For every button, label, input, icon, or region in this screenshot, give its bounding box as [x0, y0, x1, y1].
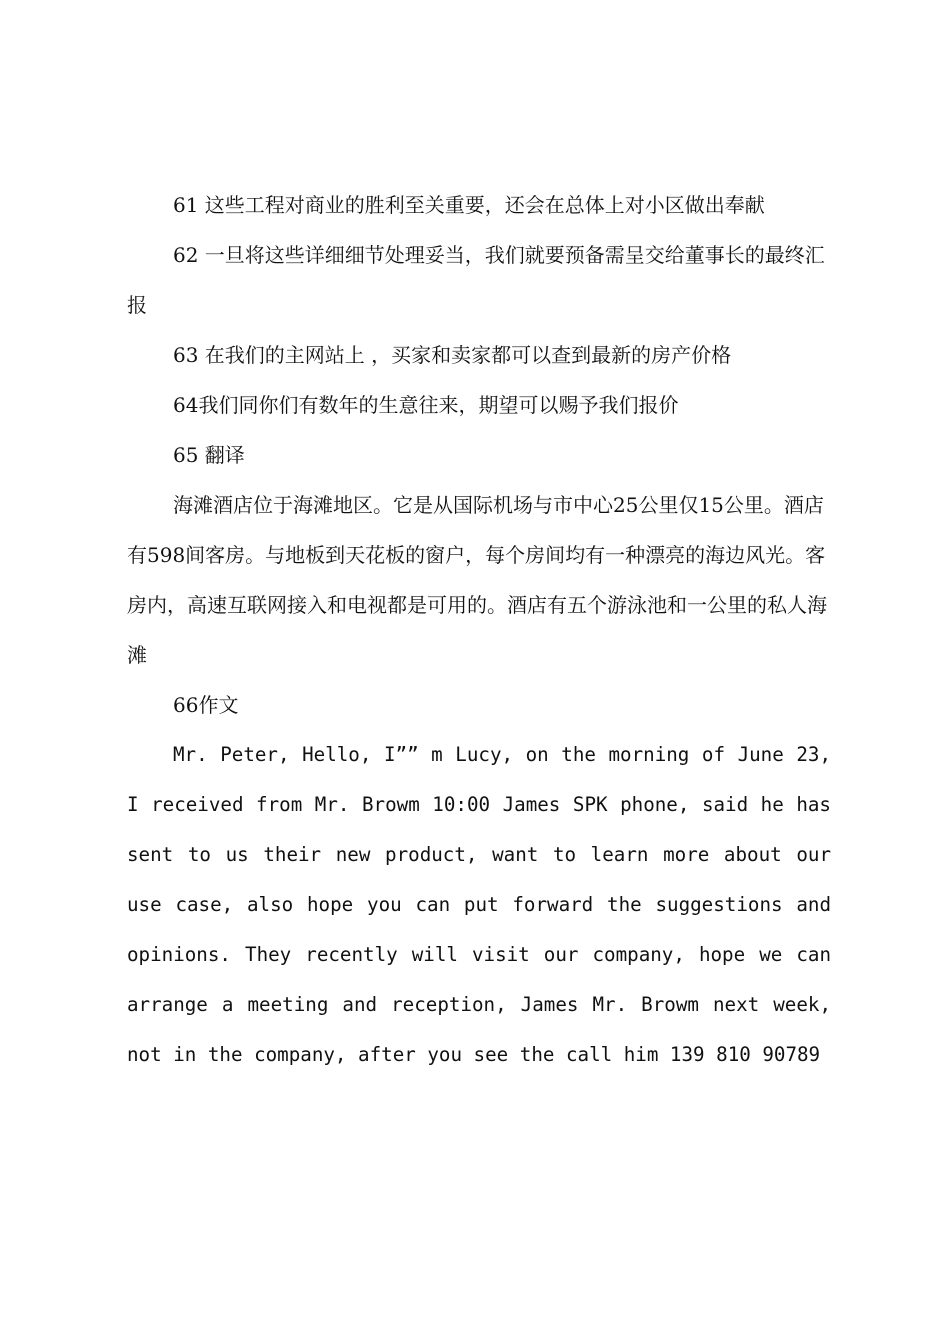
item-61: 61 这些工程对商业的胜利至关重要，还会在总体上对小区做出奉献: [173, 193, 765, 217]
item-63: 63 在我们的主网站上 ，买家和卖家都可以查到最新的房产价格: [173, 343, 732, 367]
item-62: 62 一旦将这些详细细节处理妥当，我们就要预备需呈交给董事长的最终汇报: [127, 243, 825, 317]
item-64: 64我们同你们有数年的生意往来，期望可以赐予我们报价: [173, 393, 679, 417]
translation-paragraph: 海滩酒店位于海滩地区。它是从国际机场与市中心25公里仅15公里。酒店有598间客房。与地板到天花板的窗户，每个房间均有一种漂亮的海边风光。客房内，高速互联网接入和电视都是可用的。酒店有五个游泳池和一公里的私人海滩: [127, 493, 827, 667]
item-66-heading: 66作文: [173, 693, 239, 717]
item-65-heading: 65 翻译: [173, 443, 245, 467]
essay-paragraph: Mr. Peter, Hello, I”” m Lucy, on the morning of June 23, I received from Mr. Browm 10:00 James SPK phone, said he has sent to us their new product, want to learn more about our use case, also hope you can put forward the suggestions and opinions. They recently will visit our company, hope we can arrange a meeting and reception, James Mr. Browm next week, not in the company, after you see the call him 139 810 90789: [127, 743, 831, 1066]
